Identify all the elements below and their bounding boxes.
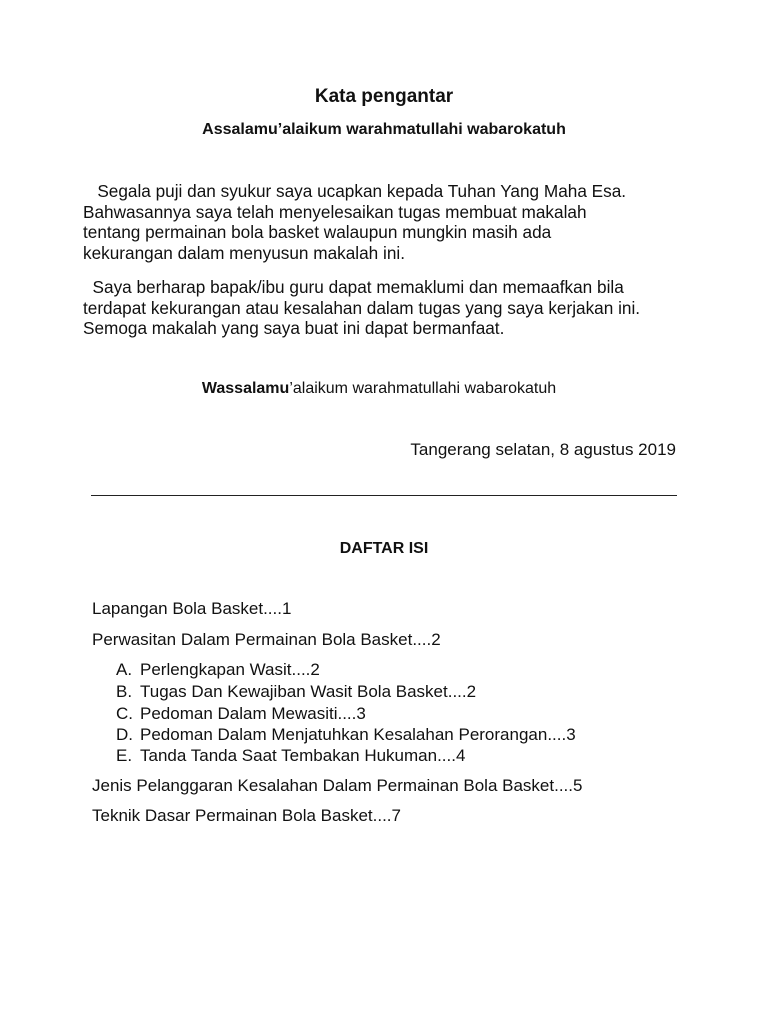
toc-title: DAFTAR ISI [339, 540, 429, 557]
opening-greeting [0, 121, 768, 139]
paragraph1-line-1: Segala puji dan syukur saya ucapkan kepada Tuhan Yang Maha Esa. [83, 181, 627, 201]
closing-part1: Wassalamu [201, 380, 290, 397]
toc-subitem-letter: B. [116, 682, 133, 701]
toc-item: Teknik Dasar Permainan Bola Basket....7 [92, 806, 401, 825]
toc-subitem [116, 745, 465, 767]
place-date: Tangerang selatan, 8 agustus 2019 [410, 440, 676, 459]
paragraph1-line-4: kekurangan dalam menyusun makalah ini. [83, 242, 405, 263]
toc-subitem-letter: C. [116, 704, 133, 723]
toc-subitem-text: Pedoman Dalam Mewasiti....3 [140, 704, 366, 723]
toc-subitem-text: Perlengkapan Wasit....2 [140, 660, 320, 679]
greeting-part2: warahmatullahi wabarokatuh [341, 121, 566, 138]
toc-item: Perwasitan Dalam Permainan Bola Basket....2 [92, 630, 441, 649]
toc-subitem-text: Pedoman Dalam Menjatuhkan Kesalahan Perorangan....3 [140, 725, 576, 744]
paragraph2-line-1: Saya berharap bapak/ibu guru dapat memaklumi dan memaafkan bila [83, 277, 624, 297]
paragraph2-line-3: Semoga makalah yang saya buat ini dapat bermanfaat. [83, 318, 505, 338]
closing-greeting [0, 380, 758, 398]
toc-subitem [116, 681, 476, 703]
toc-item: Jenis Pelanggaran Kesalahan Dalam Permainan Bola Basket....5 [92, 776, 583, 795]
page-title: Kata pengantar [314, 86, 454, 107]
toc-item: Lapangan Bola Basket....1 [92, 599, 292, 618]
paragraph2-line-2: terdapat kekurangan atau kesalahan dalam tugas yang saya kerjakan ini. [83, 297, 641, 318]
paragraph1-line-2: Bahwasannya saya telah menyelesaikan tugas membuat makalah [83, 201, 587, 222]
preface-paragraph-1 [83, 181, 626, 263]
toc-subitem [116, 724, 576, 746]
preface-paragraph-2 [83, 277, 640, 339]
toc-subitem-letter: E. [116, 746, 133, 765]
toc-subitem-letter: D. [116, 725, 133, 744]
toc-subitem-text: Tugas Dan Kewajiban Wasit Bola Basket....2 [140, 682, 477, 701]
toc-subitem [116, 703, 366, 725]
paragraph1-line-3: tentang permainan bola basket walaupun mungkin masih ada [83, 222, 552, 242]
toc-subitem [116, 659, 320, 681]
toc-subitem-text: Tanda Tanda Saat Tembakan Hukuman....4 [140, 746, 466, 765]
section-divider [91, 495, 677, 496]
closing-part2: ’alaikum warahmatullahi wabarokatuh [289, 380, 557, 397]
greeting-part1: Assalamu’alaikum [202, 121, 342, 138]
toc-subitem-letter: A. [116, 660, 133, 679]
